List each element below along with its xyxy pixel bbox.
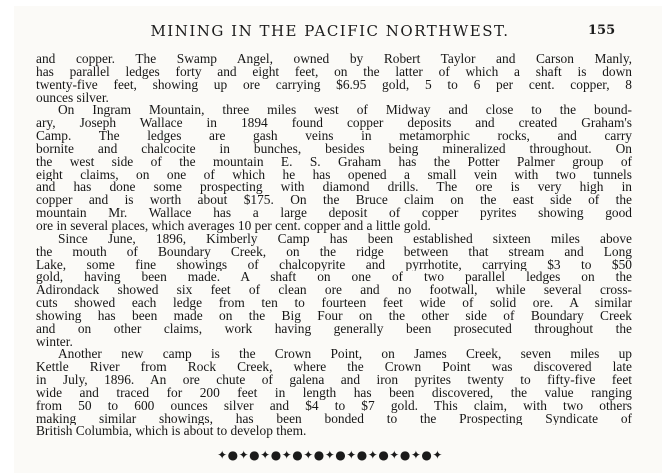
text-line: winter. (36, 335, 73, 349)
text-line: gold, having been made. A shaft on one of two parallel ledges on the (36, 271, 632, 285)
text-line: ore in several places, which averages 10 per cent. copper and a little gold. (36, 219, 431, 233)
text-line: eight claims, on one of which he has opened a small vein with two tunnels (36, 168, 632, 182)
text-line: British Columbia, which is about to develop them. (36, 425, 307, 439)
text-line: mountain Mr. Wallace has a large deposit of copper pyrites showing good (36, 207, 632, 220)
ornamental-rule: ✦●✦●✦●✦●✦●✦●✦●✦●✦●✦●✦ (217, 448, 443, 462)
text-line: cuts showed each ledge from ten to fourteen feet wide of solid ore. A similar (36, 297, 632, 310)
running-title: MINING IN THE PACIFIC NORTHWEST. (150, 22, 510, 40)
text-line: bornite and chalcocite in bunches, besides being mineralized throughout. On (36, 142, 632, 156)
text-line: wide and traced for 200 feet in length has been discovered, the value ranging (36, 386, 632, 400)
text-line: Since June, 1896, Kimberly Camp has been established sixteen miles above (58, 232, 632, 246)
page-number: 155 (588, 23, 616, 38)
text-line: showing has been made on the Big Four on the other side of Boundary Creek (36, 309, 632, 323)
text-line: and has done some prospecting with diamond drills. The ore is very high in (36, 181, 632, 195)
text-line: Lake, some fine showings of chalcopyrite and pyrrhotite, carrying $3 to $50 (36, 258, 632, 272)
text-line: making similar showings, has been bonded to the Prospecting Syndicate of (36, 412, 632, 426)
text-line: and on other claims, work having generally been prosecuted throughout the (36, 322, 632, 336)
text-line: ounces silver. (36, 91, 109, 105)
body-text (36, 53, 632, 438)
text-line: has parallel ledges forty and eight feet, on the latter of which a shaft is down (36, 65, 632, 79)
text-line: Adirondack showed six feet of clean ore and no footwall, while several cross- (36, 284, 632, 298)
text-line: Another new camp is the Crown Point, on James Creek, seven miles up (58, 348, 632, 362)
text-line: twenty-five feet, showing up ore carrying $6.95 gold, 5 to 6 per cent. copper, 8 (36, 78, 632, 92)
text-line: ary, Joseph Wallace in 1894 found copper deposits and created Graham's (36, 117, 632, 131)
text-line: from 50 to 600 ounces silver and $4 to $7 gold. This claim, with two others (36, 399, 632, 413)
text-line: in July, 1896. An ore chute of galena and iron pyrites twenty to fifty-five feet (36, 374, 632, 387)
scan-left-margin (0, 0, 14, 473)
text-line: and copper. The Swamp Angel, owned by Robert Taylor and Carson Manly, (36, 53, 632, 66)
text-line: Camp. The ledges are gash veins in metamorphic rocks, and carry (36, 130, 632, 143)
text-line: the west side of the mountain E. S. Graham has the Potter Palmer group of (36, 155, 632, 169)
text-line: Kettle River from Rock Creek, where the Crown Point was discovered late (36, 361, 632, 375)
text-line: On Ingram Mountain, three miles west of Midway and close to the bound- (58, 104, 632, 118)
text-line: copper and is worth about $175. On the Bruce claim on the east side of the (36, 194, 632, 208)
text-line: the mouth of Boundary Creek, on the ridge between that stream and Long (36, 245, 632, 259)
scan-top-margin (0, 0, 662, 6)
